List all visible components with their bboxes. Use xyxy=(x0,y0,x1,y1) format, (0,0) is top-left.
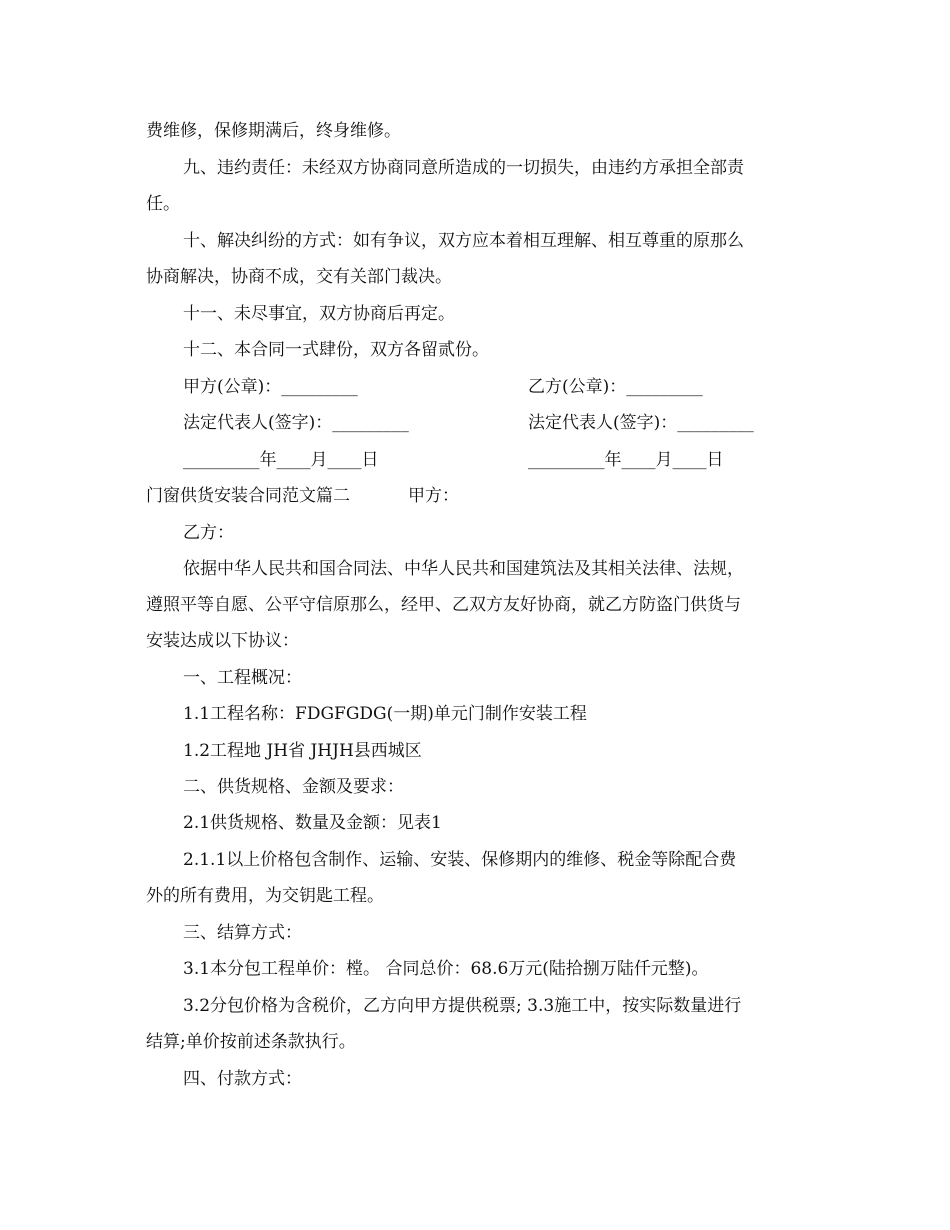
clause-2-1-specs-amount: 2.1供货规格、数量及金额：见表1 xyxy=(183,813,442,833)
clause-3-2-tax-cont: 结算;单价按前述条款执行。 xyxy=(146,1032,356,1052)
party-b-representative-line: 法定代表人(签字)：_________ xyxy=(528,413,754,433)
party-b-date-line: _________年____月____日 xyxy=(528,450,724,470)
clause-3-1-unit-price: 3.1本分包工程单价：樘。 合同总价：68.6万元(陆拾捌万陆仟元整)。 xyxy=(183,959,709,979)
section-supply-specs: 二、供货规格、金额及要求： xyxy=(183,777,404,797)
paragraph-dispute-resolution: 十、解决纠纷的方式：如有争议，双方应本着相互理解、相互尊重的原那么 xyxy=(183,231,744,251)
intro-paragraph-cont-2: 安装达成以下协议： xyxy=(146,631,299,651)
party-a-seal-line: 甲方(公章)：_________ xyxy=(183,377,358,397)
party-b-seal-line: 乙方(公章)：_________ xyxy=(528,377,703,397)
section-project-overview: 一、工程概况： xyxy=(183,668,302,688)
second-contract-heading: 门窗供货安装合同范文篇二 xyxy=(146,486,350,506)
party-a-representative-line: 法定代表人(签字)：_________ xyxy=(183,413,409,433)
section-settlement: 三、结算方式： xyxy=(183,923,302,943)
clause-1-2-project-location: 1.2工程地 JH省 JHJH县西城区 xyxy=(183,741,422,761)
second-contract-party-a: 甲方： xyxy=(408,486,459,506)
intro-paragraph: 依据中华人民共和国合同法、中华人民共和国建筑法及其相关法律、法规， xyxy=(183,559,744,579)
clause-3-2-tax: 3.2分包价格为含税价，乙方向甲方提供税票; 3.3施工中，按实际数量进行 xyxy=(183,996,742,1016)
party-a-date-line: _________年____月____日 xyxy=(183,450,379,470)
paragraph-breach-liability-cont: 任。 xyxy=(146,194,180,214)
paragraph-maintenance: 费维修，保修期满后，终身维修。 xyxy=(146,121,401,141)
paragraph-dispute-resolution-cont: 协商解决，协商不成，交有关部门裁决。 xyxy=(146,267,452,287)
clause-1-1-project-name: 1.1工程名称：FDGFGDG(一期)单元门制作安装工程 xyxy=(183,704,587,724)
paragraph-unresolved-matters: 十一、未尽事宜，双方协商后再定。 xyxy=(183,304,455,324)
section-payment: 四、付款方式： xyxy=(183,1069,302,1089)
paragraph-breach-liability: 九、违约责任：未经双方协商同意所造成的一切损失，由违约方承担全部责 xyxy=(183,158,744,178)
clause-2-1-1-price-includes-cont: 外的所有费用，为交钥匙工程。 xyxy=(146,886,384,906)
intro-paragraph-cont-1: 遵照平等自愿、公平守信原那么，经甲、乙双方友好协商，就乙方防盗门供货与 xyxy=(146,595,741,615)
clause-2-1-1-price-includes: 2.1.1以上价格包含制作、运输、安装、保修期内的维修、税金等除配合费 xyxy=(183,850,737,870)
second-contract-party-b: 乙方： xyxy=(183,523,234,543)
paragraph-copies: 十二、本合同一式肆份，双方各留贰份。 xyxy=(183,340,489,360)
